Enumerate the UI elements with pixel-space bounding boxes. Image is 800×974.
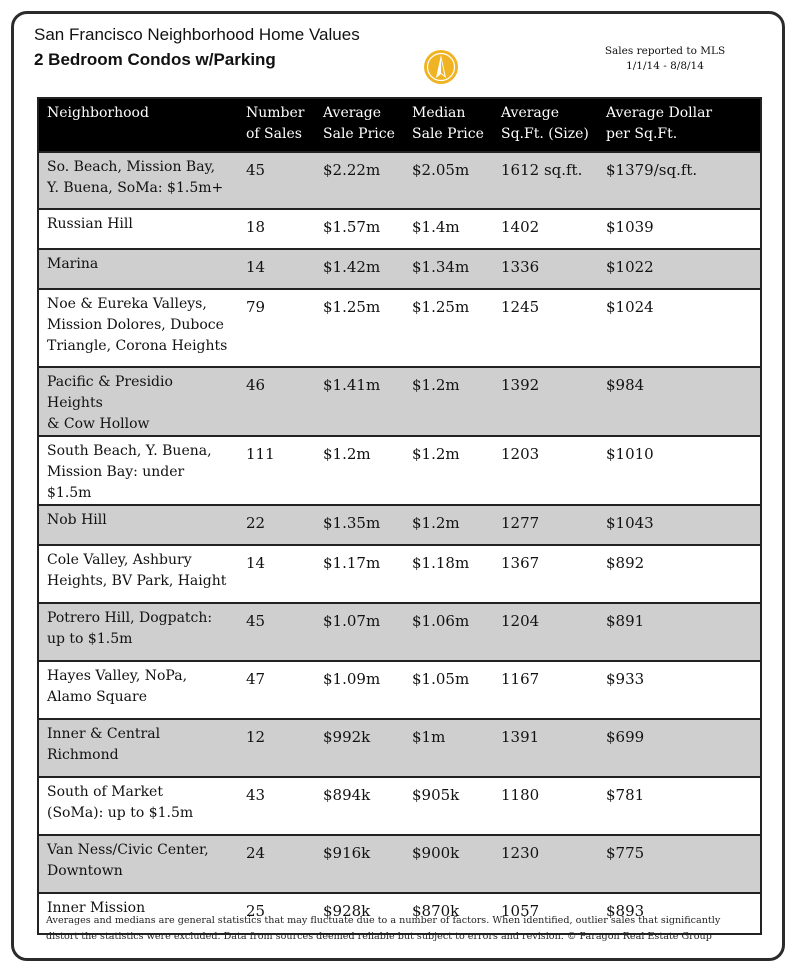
cell-sales: 25 [238, 893, 315, 934]
cell-avg-price: $1.35m [315, 505, 404, 545]
table-row [38, 603, 761, 661]
cell-sales: 18 [238, 209, 315, 249]
neighborhood-line: up to $1.5m [47, 631, 133, 647]
cell-median-price: $1.18m [404, 545, 493, 603]
column-header-text: Sq.Ft. (Size) [501, 126, 589, 142]
cell-median-price: $1.2m [404, 436, 493, 505]
neighborhood-line: Triangle, Corona Heights [47, 338, 228, 354]
footnote-line: Averages and medians are general statistics that may fluctuate due to a number of factors. When identified, outlier sales that significantly [46, 915, 721, 926]
column-header-number-of-sales [238, 98, 315, 152]
neighborhood-line: Mission Dolores, Duboce [47, 317, 224, 333]
column-header-text: Sale Price [323, 126, 395, 142]
neighborhood-line: Richmond [47, 747, 119, 763]
cell-median-price: $905k [404, 777, 493, 835]
cell-per-sqft: $775 [598, 835, 761, 893]
cell-per-sqft: $984 [598, 367, 761, 436]
cell-neighborhood [38, 289, 238, 367]
cell-sqft: 1367 [493, 545, 598, 603]
cell-sales: 14 [238, 545, 315, 603]
cell-sqft: 1402 [493, 209, 598, 249]
neighborhood-line: Inner Mission [47, 900, 146, 916]
table-row [38, 209, 761, 249]
cell-median-price: $870k [404, 893, 493, 934]
cell-sales: 79 [238, 289, 315, 367]
column-header-average-sqft [493, 98, 598, 152]
neighborhood-line: Heights, BV Park, Haight [47, 573, 227, 589]
page-title: San Francisco Neighborhood Home Values [34, 25, 360, 44]
column-header-text: Average Dollar [606, 105, 713, 121]
cell-avg-price: $1.41m [315, 367, 404, 436]
column-header-text: Neighborhood [47, 105, 149, 121]
sales-note-dates: 1/1/14 - 8/8/14 [626, 60, 704, 72]
column-header-average-dollar-per-sqft [598, 98, 761, 152]
cell-sales: 47 [238, 661, 315, 719]
cell-per-sqft: $1379/sq.ft. [598, 152, 761, 209]
cell-sales: 12 [238, 719, 315, 777]
cell-median-price: $1.34m [404, 249, 493, 289]
cell-sqft: 1203 [493, 436, 598, 505]
table-row [38, 152, 761, 209]
cell-neighborhood [38, 661, 238, 719]
cell-median-price: $1.05m [404, 661, 493, 719]
column-header-text [47, 124, 232, 145]
cell-neighborhood [38, 505, 238, 545]
cell-sqft: 1204 [493, 603, 598, 661]
cell-per-sqft: $699 [598, 719, 761, 777]
cell-median-price: $1.06m [404, 603, 493, 661]
sales-period-note [580, 44, 750, 74]
table-row [38, 661, 761, 719]
home-values-table [37, 97, 762, 935]
column-header-text: per Sq.Ft. [606, 126, 678, 142]
cell-sqft: 1336 [493, 249, 598, 289]
footnote-line: distort the statistics were excluded. Data from sources deemed reliable but subject to errors and revision. © Paragon Real Estate Group [46, 931, 712, 942]
cell-median-price: $900k [404, 835, 493, 893]
cell-neighborhood [38, 719, 238, 777]
cell-sales: 22 [238, 505, 315, 545]
neighborhood-line: Cole Valley, Ashbury [47, 552, 192, 568]
column-header-neighborhood [38, 98, 238, 152]
cell-avg-price: $992k [315, 719, 404, 777]
cell-sqft: 1230 [493, 835, 598, 893]
cell-avg-price: $1.2m [315, 436, 404, 505]
cell-sales: 111 [238, 436, 315, 505]
table-row [38, 777, 761, 835]
cell-per-sqft: $1024 [598, 289, 761, 367]
cell-sqft: 1612 sq.ft. [493, 152, 598, 209]
column-header-text: of Sales [246, 126, 302, 142]
sales-note-line: Sales reported to MLS [604, 45, 726, 57]
neighborhood-line: Inner & Central [47, 726, 161, 742]
cell-sqft: 1180 [493, 777, 598, 835]
cell-sqft: 1245 [493, 289, 598, 367]
cell-sales: 45 [238, 603, 315, 661]
cell-avg-price: $1.57m [315, 209, 404, 249]
neighborhood-line: Y. Buena, SoMa: $1.5m+ [47, 180, 224, 196]
neighborhood-line: Hayes Valley, NoPa, [47, 668, 188, 684]
paragon-compass-logo-icon [423, 49, 459, 85]
footnote [46, 913, 756, 945]
cell-avg-price: $2.22m [315, 152, 404, 209]
cell-per-sqft: $933 [598, 661, 761, 719]
cell-sales: 14 [238, 249, 315, 289]
cell-avg-price: $894k [315, 777, 404, 835]
neighborhood-line: Noe & Eureka Valleys, [47, 296, 207, 312]
cell-sales: 24 [238, 835, 315, 893]
cell-per-sqft: $893 [598, 893, 761, 934]
table-row [38, 289, 761, 367]
neighborhood-line: South of Market [47, 784, 163, 800]
cell-neighborhood [38, 603, 238, 661]
cell-avg-price: $1.17m [315, 545, 404, 603]
column-header-average-sale-price [315, 98, 404, 152]
table-row [38, 436, 761, 505]
neighborhood-line: Van Ness/Civic Center, [47, 842, 209, 858]
cell-avg-price: $1.42m [315, 249, 404, 289]
cell-per-sqft: $1010 [598, 436, 761, 505]
cell-median-price: $1.25m [404, 289, 493, 367]
cell-sqft: 1057 [493, 893, 598, 934]
cell-avg-price: $1.07m [315, 603, 404, 661]
cell-neighborhood [38, 835, 238, 893]
cell-median-price: $1.2m [404, 367, 493, 436]
column-header-text: Average [323, 105, 382, 121]
cell-per-sqft: $891 [598, 603, 761, 661]
cell-avg-price: $928k [315, 893, 404, 934]
table-row [38, 545, 761, 603]
cell-per-sqft: $1022 [598, 249, 761, 289]
cell-sales: 46 [238, 367, 315, 436]
column-header-median-sale-price [404, 98, 493, 152]
cell-avg-price: $1.09m [315, 661, 404, 719]
cell-sqft: 1277 [493, 505, 598, 545]
neighborhood-line: Downtown [47, 863, 123, 879]
table-header-row [38, 98, 761, 152]
table-body [38, 152, 761, 934]
cell-per-sqft: $781 [598, 777, 761, 835]
cell-per-sqft: $1043 [598, 505, 761, 545]
cell-neighborhood [38, 545, 238, 603]
neighborhood-line: Russian Hill [47, 216, 133, 232]
neighborhood-line: So. Beach, Mission Bay, [47, 159, 216, 175]
table-row [38, 249, 761, 289]
table-row [38, 367, 761, 436]
cell-sales: 43 [238, 777, 315, 835]
cell-neighborhood [38, 152, 238, 209]
neighborhood-line: Mission Bay: under $1.5m [47, 464, 185, 501]
cell-per-sqft: $1039 [598, 209, 761, 249]
cell-neighborhood [38, 249, 238, 289]
cell-sales: 45 [238, 152, 315, 209]
cell-median-price: $1m [404, 719, 493, 777]
cell-sqft: 1167 [493, 661, 598, 719]
column-header-text: Median [412, 105, 466, 121]
cell-neighborhood [38, 367, 238, 436]
neighborhood-line: Pacific & Presidio Heights [47, 374, 173, 411]
column-header-text: Sale Price [412, 126, 484, 142]
cell-neighborhood [38, 436, 238, 505]
neighborhood-line: (SoMa): up to $1.5m [47, 805, 194, 821]
cell-sqft: 1392 [493, 367, 598, 436]
neighborhood-line: Potrero Hill, Dogpatch: [47, 610, 213, 626]
page-subtitle: 2 Bedroom Condos w/Parking [34, 50, 276, 69]
cell-median-price: $1.2m [404, 505, 493, 545]
cell-neighborhood [38, 209, 238, 249]
neighborhood-line: & Cow Hollow [47, 416, 150, 432]
column-header-text: Average [501, 105, 560, 121]
table-row [38, 835, 761, 893]
cell-median-price: $1.4m [404, 209, 493, 249]
cell-avg-price: $916k [315, 835, 404, 893]
neighborhood-line: South Beach, Y. Buena, [47, 443, 212, 459]
neighborhood-line: Alamo Square [47, 689, 147, 705]
cell-per-sqft: $892 [598, 545, 761, 603]
neighborhood-line: Nob Hill [47, 512, 107, 528]
column-header-text: Number [246, 105, 305, 121]
table-row [38, 719, 761, 777]
cell-median-price: $2.05m [404, 152, 493, 209]
neighborhood-line: Marina [47, 256, 99, 272]
table-row [38, 505, 761, 545]
cell-sqft: 1391 [493, 719, 598, 777]
cell-avg-price: $1.25m [315, 289, 404, 367]
cell-neighborhood [38, 777, 238, 835]
